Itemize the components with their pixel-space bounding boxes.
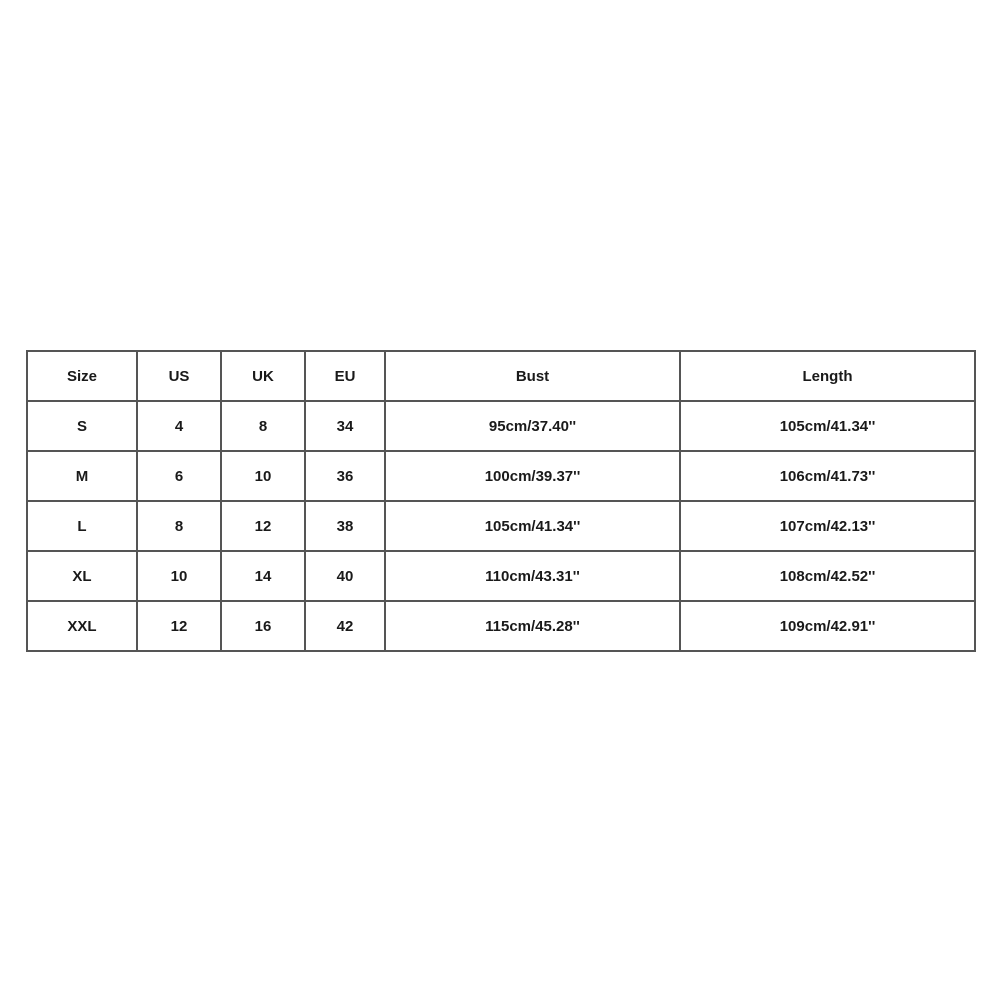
cell-size: S [27, 401, 137, 451]
header-uk: UK [221, 351, 305, 401]
table-row [27, 601, 975, 651]
header-eu: EU [305, 351, 385, 401]
cell-us: 6 [137, 451, 221, 501]
cell-us: 12 [137, 601, 221, 651]
table-row [27, 501, 975, 551]
cell-uk: 8 [221, 401, 305, 451]
cell-length: 108cm/42.52'' [680, 551, 975, 601]
cell-us: 4 [137, 401, 221, 451]
cell-uk: 14 [221, 551, 305, 601]
cell-uk: 12 [221, 501, 305, 551]
cell-size: XXL [27, 601, 137, 651]
cell-length: 109cm/42.91'' [680, 601, 975, 651]
cell-bust: 105cm/41.34'' [385, 501, 680, 551]
header-us: US [137, 351, 221, 401]
table-row [27, 401, 975, 451]
cell-uk: 16 [221, 601, 305, 651]
cell-length: 105cm/41.34'' [680, 401, 975, 451]
cell-eu: 38 [305, 501, 385, 551]
header-bust: Bust [385, 351, 680, 401]
cell-eu: 40 [305, 551, 385, 601]
cell-eu: 42 [305, 601, 385, 651]
cell-size: M [27, 451, 137, 501]
cell-length: 106cm/41.73'' [680, 451, 975, 501]
cell-eu: 36 [305, 451, 385, 501]
cell-uk: 10 [221, 451, 305, 501]
cell-length: 107cm/42.13'' [680, 501, 975, 551]
cell-bust: 95cm/37.40'' [385, 401, 680, 451]
size-chart-table [26, 350, 976, 652]
header-size: Size [27, 351, 137, 401]
cell-us: 8 [137, 501, 221, 551]
cell-bust: 110cm/43.31'' [385, 551, 680, 601]
cell-bust: 115cm/45.28'' [385, 601, 680, 651]
cell-bust: 100cm/39.37'' [385, 451, 680, 501]
table-row [27, 451, 975, 501]
table-row [27, 551, 975, 601]
cell-size: L [27, 501, 137, 551]
header-length: Length [680, 351, 975, 401]
cell-size: XL [27, 551, 137, 601]
cell-eu: 34 [305, 401, 385, 451]
cell-us: 10 [137, 551, 221, 601]
header-row [27, 351, 975, 401]
